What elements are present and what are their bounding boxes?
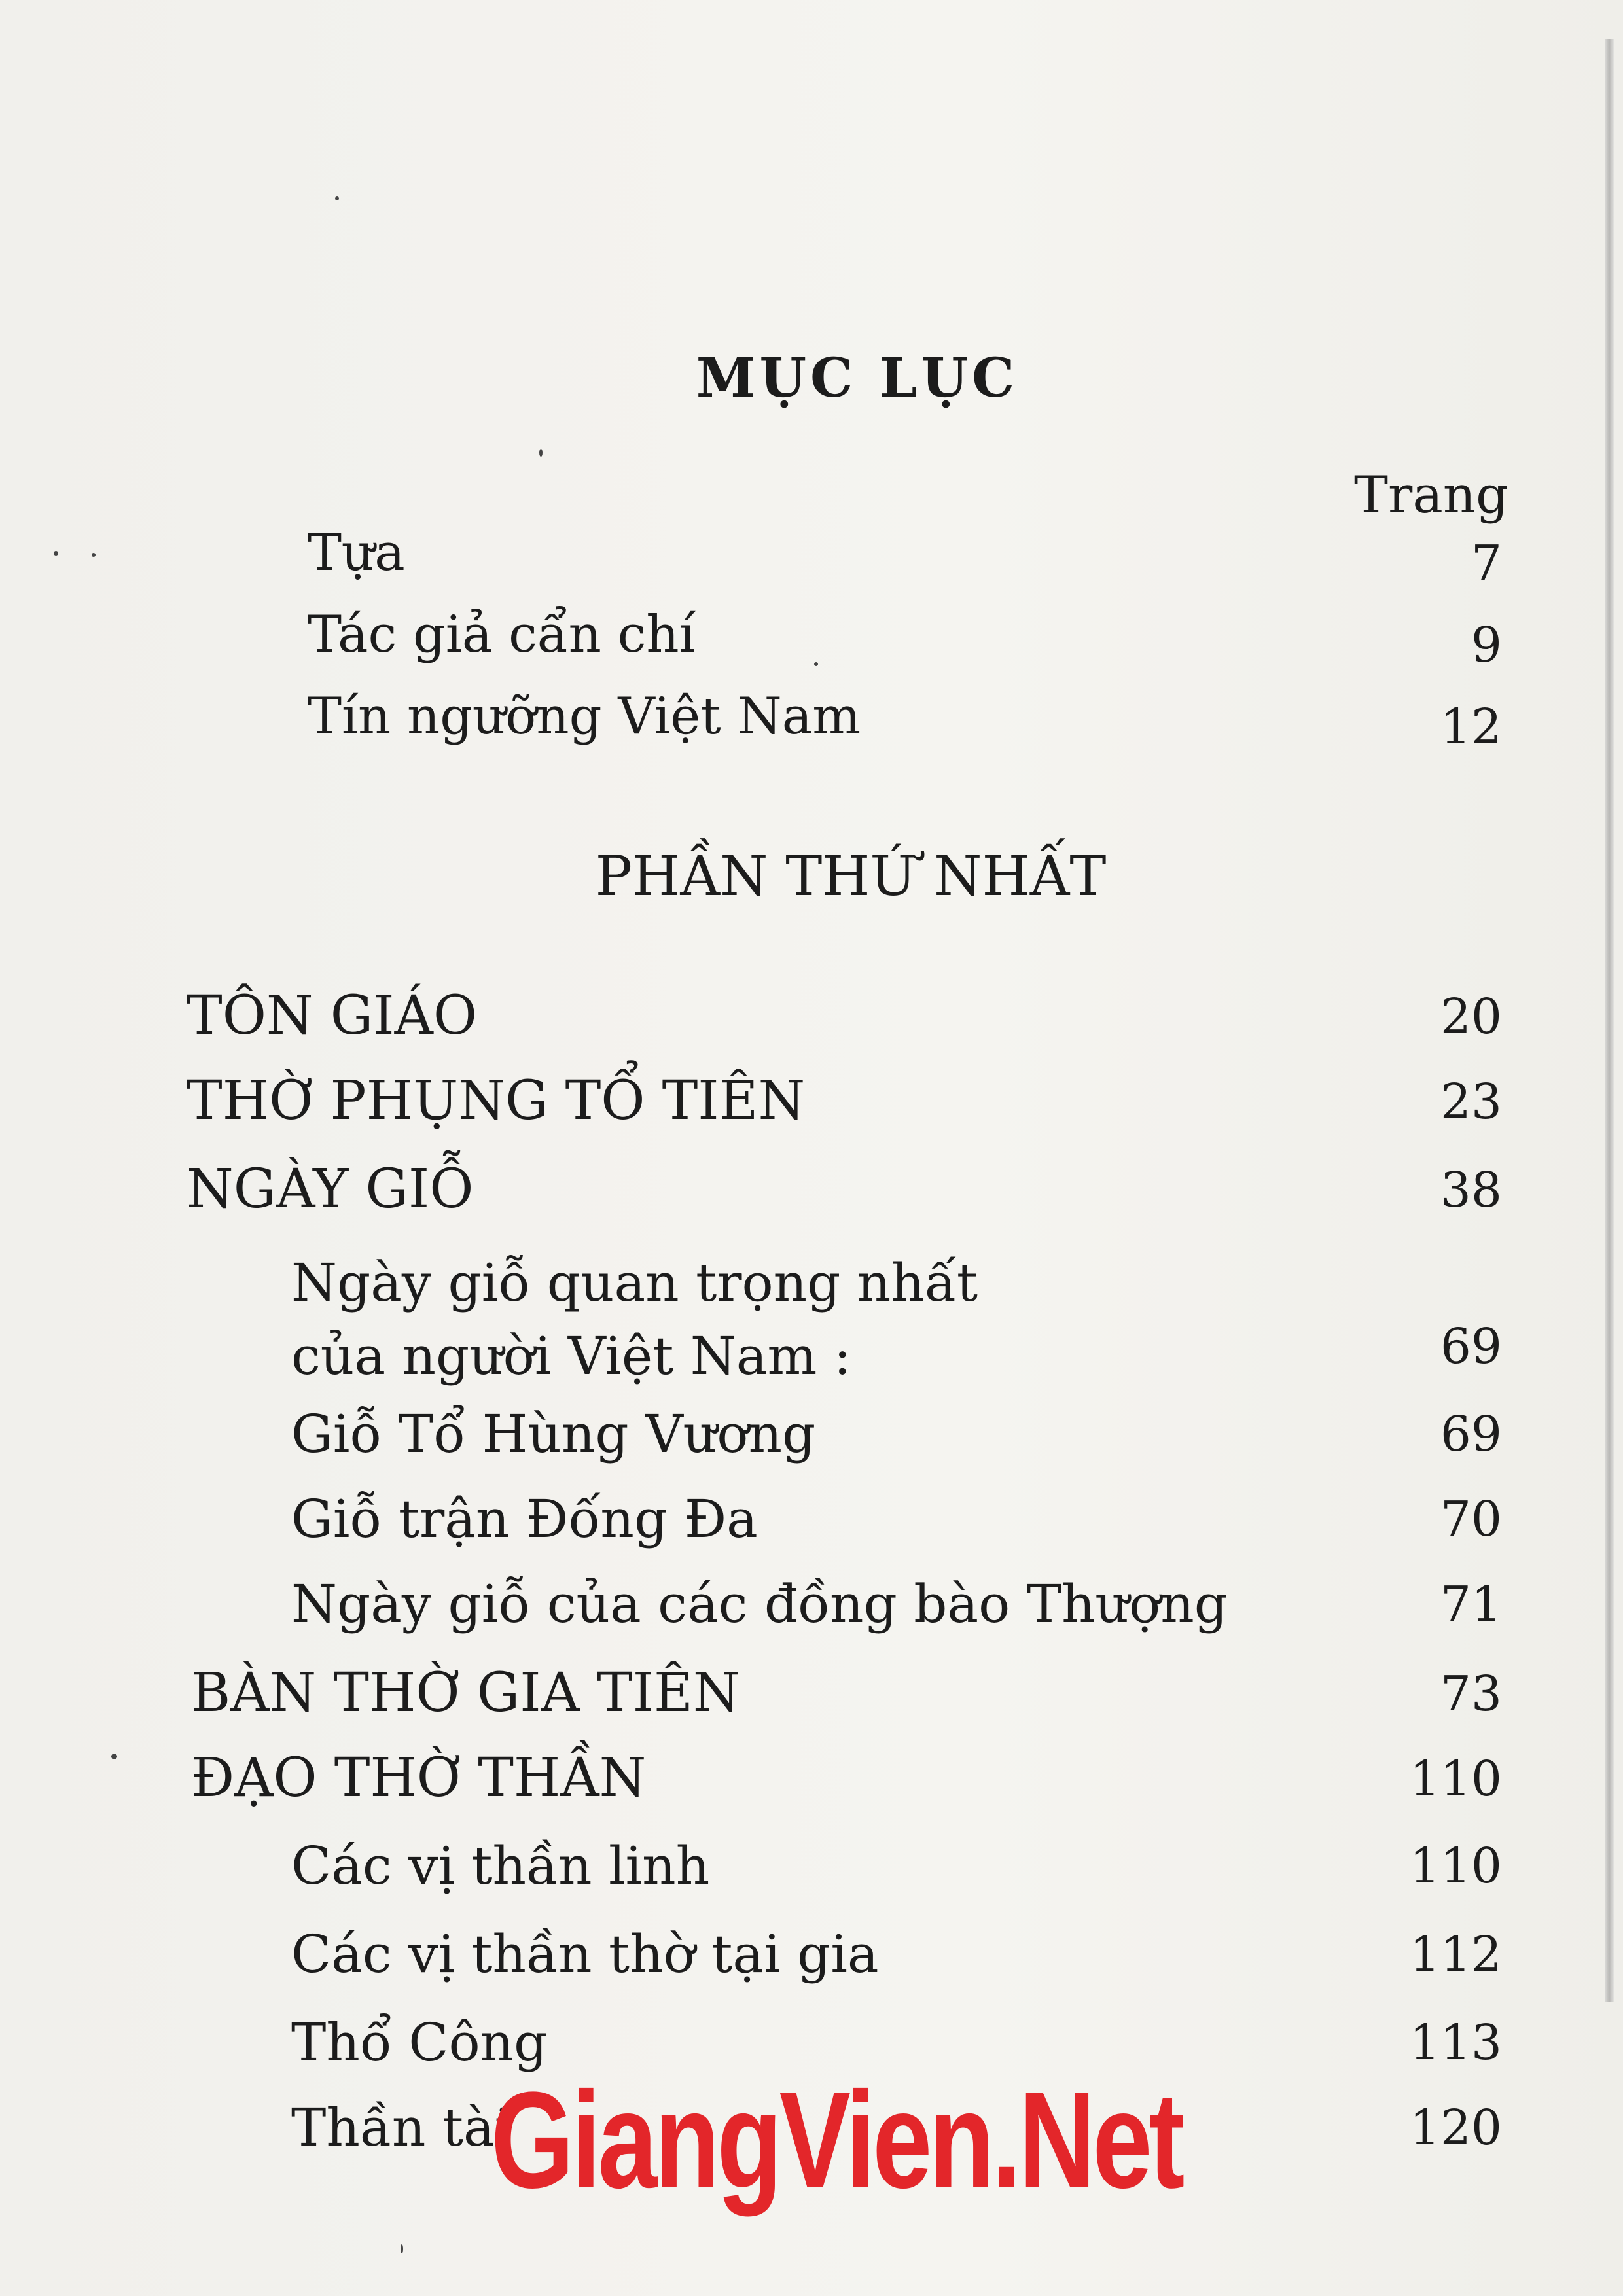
- toc-entry: [0, 523, 1623, 595]
- toc-entry: [0, 1404, 1623, 1475]
- scan-speck: [814, 662, 818, 666]
- toc-entry: [0, 1158, 1623, 1230]
- toc-entry: [0, 1662, 1623, 1734]
- toc-entry-page: 112: [1409, 1926, 1502, 1983]
- toc-entry-label: Thổ Công: [291, 2012, 548, 2073]
- toc-entry-page: 110: [1409, 1751, 1502, 1807]
- scan-speck: [401, 2244, 403, 2253]
- toc-entry-label: Ngày giỗ của các đồng bào Thượng: [291, 1574, 1228, 1634]
- toc-entry-label-line: Ngày giỗ quan trọng nhất: [291, 1252, 978, 1313]
- toc-entry-page: 9: [1471, 617, 1502, 673]
- toc-entry-label: NGÀY GIỖ: [187, 1158, 474, 1220]
- toc-entry-label: Thần tài: [291, 2097, 512, 2158]
- toc-entry-label: Giỗ Tổ Hùng Vương: [291, 1404, 816, 1464]
- toc-entry-label: Tác giả cẩn chí: [308, 605, 696, 664]
- page-column-header: Trang: [1354, 466, 1508, 525]
- scan-speck: [539, 449, 543, 457]
- watermark: GiangVien.Net: [491, 2063, 1182, 2217]
- toc-title: MỤC LỤC: [696, 347, 1019, 410]
- toc-entry-label: Tựa: [308, 523, 405, 582]
- toc-entry: [0, 1924, 1623, 1996]
- toc-entry-page: 69: [1440, 1406, 1502, 1462]
- toc-entry-label: Giỗ trận Đống Đa: [291, 1489, 758, 1549]
- toc-entry-page: 20: [1440, 989, 1502, 1045]
- toc-entry-page: 120: [1409, 2100, 1502, 2156]
- toc-entry: [0, 1246, 1623, 1404]
- toc-entry-label: TÔN GIÁO: [187, 985, 478, 1047]
- toc-entry-page: 71: [1440, 1576, 1502, 1633]
- toc-entry-label: THỜ PHỤNG TỔ TIÊN: [187, 1070, 806, 1132]
- toc-entry: [0, 687, 1623, 759]
- toc-entry-label: ĐẠO THỜ THẦN: [191, 1747, 647, 1809]
- scan-speck: [92, 553, 96, 557]
- scan-speck: [335, 196, 339, 200]
- toc-entry: [0, 1835, 1623, 1907]
- toc-entry: [0, 1747, 1623, 1819]
- toc-entry-page: 7: [1471, 535, 1502, 592]
- toc-entry: [0, 1070, 1623, 1142]
- toc-entry: [0, 1489, 1623, 1561]
- part-title: PHẦN THỨ NHẤT: [595, 844, 1107, 908]
- toc-entry-page: 70: [1440, 1491, 1502, 1547]
- toc-entry-page: 38: [1440, 1162, 1502, 1218]
- toc-entry-label: [291, 1246, 978, 1393]
- toc-entry-label: Tín ngưỡng Việt Nam: [308, 687, 861, 746]
- toc-entry-page: 69: [1440, 1318, 1502, 1375]
- toc-entry-label: Các vị thần thờ tại gia: [291, 1924, 879, 1985]
- toc-entry-page: 110: [1409, 1838, 1502, 1894]
- toc-entry: [0, 985, 1623, 1057]
- toc-entry: [0, 605, 1623, 677]
- scan-speck: [54, 551, 58, 556]
- toc-entry-page: 23: [1440, 1074, 1502, 1130]
- toc-entry-label: Các vị thần linh: [291, 1835, 710, 1896]
- toc-entry: [0, 1574, 1623, 1646]
- scan-speck: [111, 1754, 117, 1759]
- toc-entry-label: BÀN THỜ GIA TIÊN: [191, 1662, 740, 1724]
- toc-entry-page: 73: [1440, 1666, 1502, 1722]
- toc-entry-page: 12: [1440, 699, 1502, 755]
- toc-entry-page: 113: [1409, 2015, 1502, 2071]
- toc-entry-label-line: của người Việt Nam :: [291, 1326, 851, 1386]
